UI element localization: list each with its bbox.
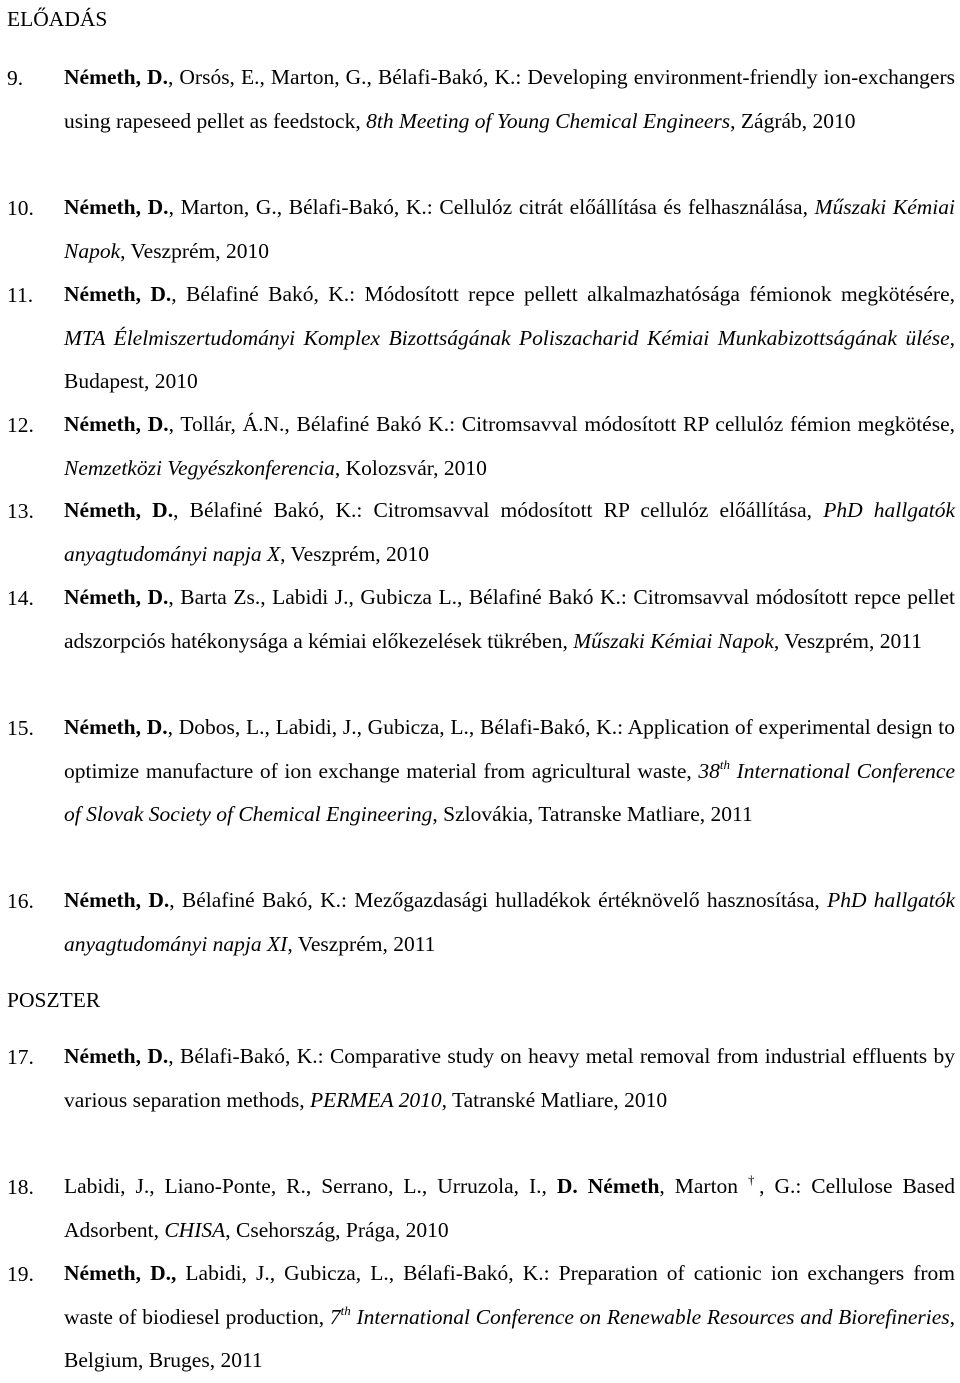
entry-text-part: , Kolozsvár, 2010 — [334, 455, 487, 480]
author-name-bold: Németh, D. — [64, 585, 169, 609]
author-name-bold: Németh, D. — [64, 1044, 169, 1068]
entry-text — [64, 1042, 955, 1122]
entry-number: 13. — [7, 499, 34, 523]
entry-text-part: † — [748, 1172, 760, 1187]
entry-text — [64, 496, 955, 576]
entry-text-part: Labidi, J., Gubicza, L., Bélafi-Bakó, K.: Preparation of cationic ion exchangers from waste of biodiesel production, — [64, 1261, 955, 1329]
entry-text-part: , Marton, G., Bélafi-Bakó, K.: Cellulóz citrát előállítása és felhasználása, — [168, 195, 815, 219]
entry-text — [64, 1172, 955, 1252]
venue-italic: PERMEA 2010 — [310, 1087, 442, 1112]
venue-italic: Műszaki Kémiai Napok — [573, 628, 774, 653]
entry-number: 17. — [7, 1045, 34, 1069]
entry-text-part: , Bélafiné Bakó, K.: Módosított repce pellett alkalmazhatósága fémionok megkötésére, — [171, 282, 955, 306]
entry-text — [64, 280, 955, 404]
entry-text-part: , Orsós, E., Marton, G., Bélafi-Bakó, K.: Developing environment-friendly ion-exchangers using rapeseed pellet as feedstock, — [64, 65, 955, 133]
venue-italic: PhD hallgatók anyagtudományi napja X — [64, 498, 955, 566]
entry-number: 15. — [7, 716, 34, 740]
venue-italic: CHISA — [164, 1217, 226, 1242]
author-name-bold: D. Németh — [556, 1174, 660, 1198]
entry-number: 18. — [7, 1175, 34, 1199]
venue-italic: 38 — [698, 758, 720, 783]
author-name-bold: Németh, D. — [64, 498, 174, 522]
entry-text — [64, 410, 955, 490]
entry-text-part: , Bélafiné Bakó, K.: Citromsavval módosított RP cellulóz előállítása, — [173, 498, 824, 522]
entry-text-part: , Tatranské Matliare, 2010 — [441, 1087, 668, 1112]
venue-italic: International Conference of Slovak Society of Chemical Engineering — [64, 758, 955, 826]
venue-italic: PhD hallgatók anyagtudományi napja XI — [64, 888, 955, 956]
author-name-bold: Németh, D. — [64, 65, 168, 89]
entry-number: 16. — [7, 889, 34, 913]
entry-text-part: , Veszprém, 2010 — [280, 541, 430, 566]
entry-text-part: , Budapest, 2010 — [64, 325, 955, 393]
venue-italic: Műszaki Kémiai Napok — [64, 195, 955, 263]
entry-number: 19. — [7, 1262, 34, 1286]
entry-text-part: , Bélafiné Bakó, K.: Mezőgazdasági hulladékok értéknövelő hasznosítása, — [169, 888, 828, 912]
entry-text-part: th — [719, 756, 730, 772]
author-name-bold: Németh, D. — [64, 195, 169, 219]
entry-number: 9. — [7, 66, 24, 90]
venue-italic: International Conference on Renewable Resources and Biorefineries — [350, 1304, 950, 1329]
entry-text-part: , Marton — [659, 1174, 749, 1198]
entry-text — [64, 193, 955, 273]
entry-text-part: , Tollár, Á.N., Bélafiné Bakó K.: Citromsavval módosított RP cellulóz fémion megkötése, — [168, 412, 955, 436]
entry-number: 10. — [7, 196, 34, 220]
author-name-bold: Németh, D., — [64, 1261, 177, 1285]
entry-text-part: , Csehország, Prága, 2010 — [225, 1217, 449, 1242]
entry-text-part: th — [340, 1302, 351, 1318]
entry-text-part: , Dobos, L., Labidi, J., Gubicza, L., Bélafi-Bakó, K.: Application of experimental design to optimize manufacture of ion exchange material from agricultural waste, — [64, 715, 955, 783]
entry-text-part: , Szlovákia, Tatranske Matliare, 2011 — [432, 802, 753, 826]
entry-text-part: , Barta Zs., Labidi J., Gubicza L., Bélafiné Bakó K.: Citromsavval módosított repce pellet adszorpciós hatékonysága a kémiai előkezelések tükrében, — [64, 585, 955, 653]
entry-text-part: , Veszprém, 2011 — [773, 628, 922, 653]
entry-text-part: , Veszprém, 2010 — [120, 238, 270, 263]
section-heading-eloadas: ELŐADÁS — [7, 7, 108, 31]
entry-text-part: Labidi, J., Liano-Ponte, R., Serrano, L., Urruzola, I., — [64, 1174, 557, 1198]
entry-text-part: , Bélafi-Bakó, K.: Comparative study on heavy metal removal from industrial effluents by various separation methods, — [64, 1044, 955, 1112]
entry-text-part: , Veszprém, 2011 — [287, 931, 436, 956]
entry-text — [64, 1259, 955, 1383]
author-name-bold: Németh, D. — [64, 282, 172, 306]
entry-number: 11. — [7, 283, 34, 307]
entry-text — [64, 63, 955, 143]
venue-italic: 8th Meeting of Young Chemical Engineers — [366, 108, 731, 133]
entry-text-part: , Zágráb, 2010 — [730, 108, 856, 133]
entry-text — [64, 713, 955, 837]
entry-number: 14. — [7, 586, 34, 610]
venue-italic: 7 — [329, 1304, 341, 1329]
entry-text-part: , Belgium, Bruges, 2011 — [64, 1304, 955, 1372]
venue-italic: Nemzetközi Vegyészkonferencia — [64, 455, 335, 480]
entry-text — [64, 583, 955, 663]
author-name-bold: Németh, D. — [64, 888, 170, 912]
venue-italic: MTA Élelmiszertudományi Komplex Bizottságának Poliszacharid Kémiai Munkabizottságának ülése — [64, 325, 950, 350]
entry-text-part: , G.: Cellulose Based Adsorbent, — [64, 1174, 956, 1242]
entry-text — [64, 886, 955, 966]
section-heading-poszter: POSZTER — [7, 988, 101, 1012]
author-name-bold: Németh, D. — [64, 412, 169, 436]
author-name-bold: Németh, D. — [64, 715, 168, 739]
entry-number: 12. — [7, 413, 34, 437]
